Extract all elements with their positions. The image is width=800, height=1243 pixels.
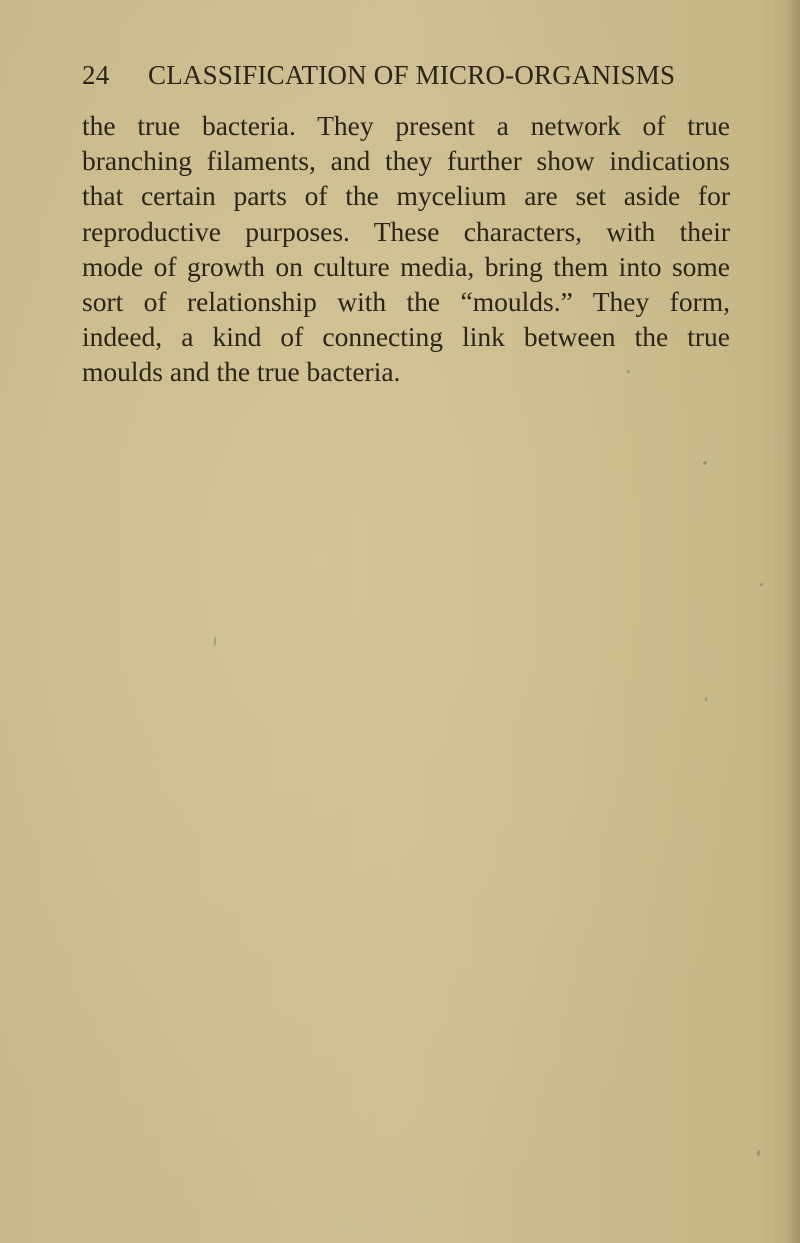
paper-speck — [214, 636, 216, 646]
page-number: 24 — [82, 60, 110, 90]
text-line: reproductive purposes. These characters, with their — [82, 215, 730, 247]
paper-speck — [705, 697, 707, 701]
body-paragraph — [82, 108, 730, 390]
text-line: that certain parts of the mycelium are set aside for — [82, 180, 730, 212]
paper-speck — [760, 583, 763, 586]
paper-speck — [703, 461, 707, 465]
text-line: sort of relationship with the “moulds.” They form, — [82, 285, 730, 317]
paper-speck — [757, 1150, 760, 1156]
text-line: moulds and the true bacteria. — [82, 356, 401, 388]
running-header — [82, 60, 722, 96]
text-line: indeed, a kind of connecting link between the true — [82, 321, 730, 353]
page-edge-shadow — [786, 0, 800, 1243]
text-line: branching filaments, and they further show indications — [82, 145, 730, 177]
text-line: the true bacteria. They present a network of true — [82, 110, 730, 141]
paper-speck — [627, 370, 630, 373]
running-title: CLASSIFICATION OF MICRO-ORGANISMS — [148, 60, 676, 90]
text-line: mode of growth on culture media, bring them into some — [82, 250, 730, 282]
